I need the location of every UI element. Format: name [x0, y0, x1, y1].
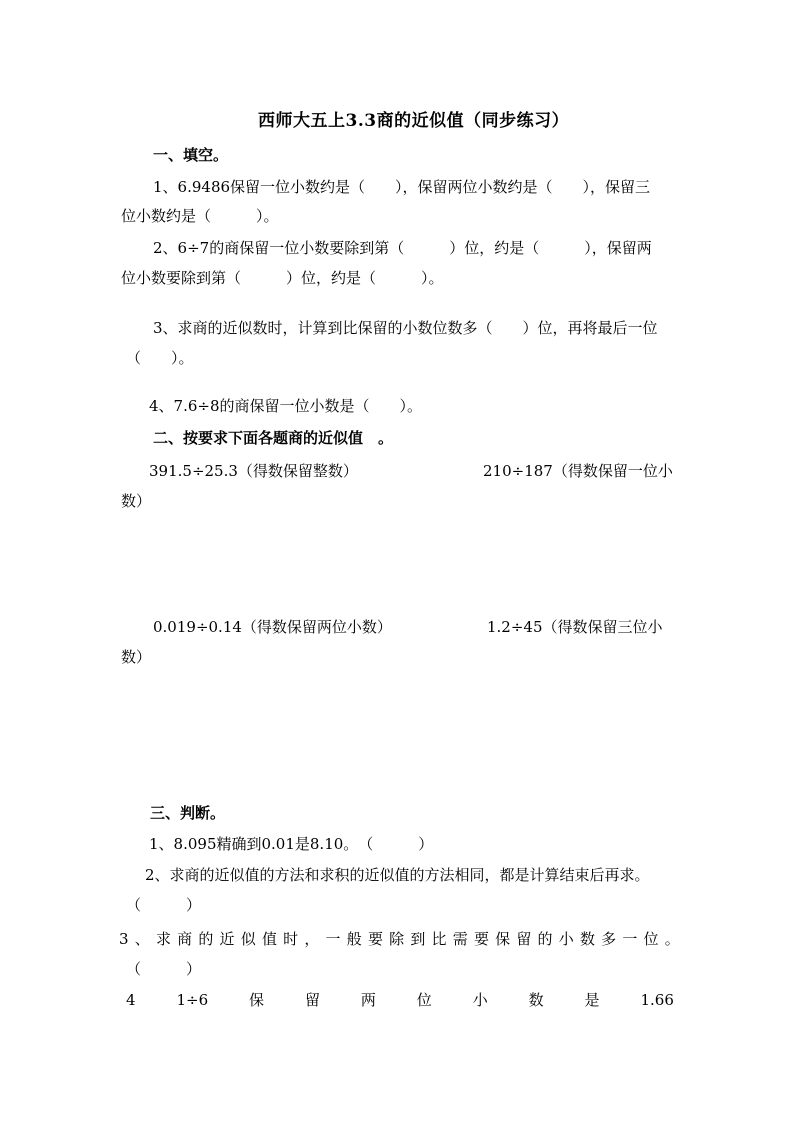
judgement-2-line-2: （ ）: [126, 896, 202, 914]
problem-2-right: 1.2÷45（得数保留三位小: [487, 618, 663, 636]
judgement-4-part: 留: [304, 991, 320, 1009]
page-title: 西师大五上3.3商的近似值（同步练习）: [258, 111, 570, 131]
problem-1-right: 210÷187（得数保留一位小: [483, 462, 673, 480]
judgement-4-part: 4: [126, 991, 136, 1009]
judgement-3-line-1: 3、求商的近似值时，一般要除到比需要保留的小数多一位。: [119, 930, 686, 948]
judgement-4-part: 小: [472, 991, 488, 1009]
question-1-line-1: 1、6.9486保留一位小数约是（ ），保留两位小数约是（ ），保留三: [153, 178, 651, 196]
problem-1-left: 391.5÷25.3（得数保留整数）: [149, 462, 358, 480]
judgement-4-part: 1÷6: [176, 991, 209, 1009]
question-1-line-2: 位小数约是（ ）。: [121, 207, 279, 225]
judgement-4-part: 是: [584, 991, 600, 1009]
section-1-heading: 一、填空。: [153, 146, 229, 164]
judgement-4-part: 保: [249, 991, 265, 1009]
judgement-3-line-2: （ ）: [126, 960, 202, 978]
question-2-line-1: 2、6÷7的商保留一位小数要除到第（ ）位，约是（ ），保留两: [153, 239, 652, 257]
problem-2-continuation: 数）: [121, 648, 152, 666]
judgement-2-line-1: 2、求商的近似值的方法和求积的近似值的方法相同，都是计算结束后再求。: [145, 866, 650, 884]
question-3-line-1: 3、求商的近似数时，计算到比保留的小数位数多（ ）位，再将最后一位: [153, 319, 658, 337]
question-2-line-2: 位小数要除到第（ ）位，约是（ ）。: [121, 269, 444, 287]
judgement-4-part: 数: [528, 991, 544, 1009]
question-4: 4、7.6÷8的商保留一位小数是（ ）。: [149, 397, 423, 415]
section-3-heading: 三、判断。: [150, 804, 226, 822]
problem-2-left: 0.019÷0.14（得数保留两位小数）: [153, 618, 392, 636]
judgement-4-part: 位: [416, 991, 432, 1009]
judgement-4-part: 两: [360, 991, 376, 1009]
problem-1-continuation: 数）: [121, 492, 152, 510]
question-3-line-2: （ ）。: [126, 349, 194, 367]
judgement-4-part: 1.66: [640, 991, 674, 1009]
judgement-4-line: [126, 990, 674, 1010]
judgement-1: 1、8.095精确到0.01是8.10。 （ ）: [149, 835, 434, 853]
section-2-heading: 二、按要求下面各题商的近似值 。: [153, 429, 394, 447]
